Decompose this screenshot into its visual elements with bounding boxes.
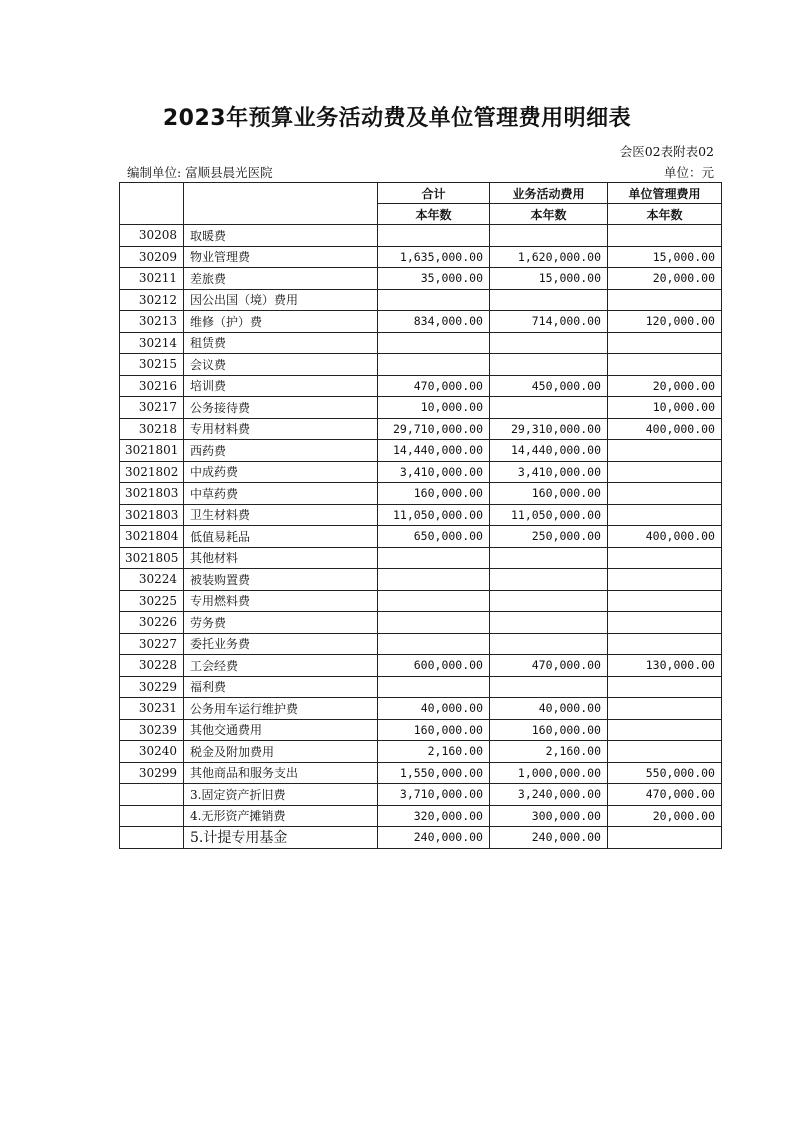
item-name-cell: 福利费 — [184, 676, 378, 698]
table-row — [120, 698, 722, 720]
business-expense-cell: 1,000,000.00 — [490, 762, 608, 784]
admin-expense-cell — [608, 547, 722, 569]
table-row — [120, 418, 722, 440]
admin-expense-cell — [608, 569, 722, 591]
item-name-cell: 物业管理费 — [184, 246, 378, 268]
business-expense-cell: 3,240,000.00 — [490, 784, 608, 806]
account-code-cell: 30224 — [120, 569, 184, 591]
table-row — [120, 547, 722, 569]
table-row — [120, 805, 722, 827]
account-code-cell: 30209 — [120, 246, 184, 268]
total-amount-cell: 1,550,000.00 — [378, 762, 490, 784]
item-name-cell: 5.计提专用基金 — [184, 827, 378, 849]
total-amount-cell: 240,000.00 — [378, 827, 490, 849]
table-row — [120, 440, 722, 462]
table-row — [120, 461, 722, 483]
item-name-cell: 差旅费 — [184, 268, 378, 290]
total-amount-cell: 160,000.00 — [378, 719, 490, 741]
business-expense-cell — [490, 547, 608, 569]
business-expense-cell — [490, 225, 608, 247]
admin-expense-cell — [608, 440, 722, 462]
total-amount-cell: 3,410,000.00 — [378, 461, 490, 483]
organization-label: 编制单位: 富顺县晨光医院 — [127, 165, 273, 180]
business-expense-cell: 3,410,000.00 — [490, 461, 608, 483]
total-amount-cell — [378, 289, 490, 311]
item-name-cell: 专用材料费 — [184, 418, 378, 440]
total-amount-cell: 320,000.00 — [378, 805, 490, 827]
table-row — [120, 225, 722, 247]
total-amount-cell: 14,440,000.00 — [378, 440, 490, 462]
item-name-cell: 卫生材料费 — [184, 504, 378, 526]
total-amount-cell: 834,000.00 — [378, 311, 490, 333]
admin-expense-cell: 400,000.00 — [608, 526, 722, 548]
total-amount-cell: 10,000.00 — [378, 397, 490, 419]
table-row — [120, 741, 722, 763]
admin-expense-cell: 20,000.00 — [608, 375, 722, 397]
header-business-expense: 业务活动费用 — [490, 183, 608, 204]
header-admin-expense: 单位管理费用 — [608, 183, 722, 204]
business-expense-cell — [490, 569, 608, 591]
business-expense-cell: 450,000.00 — [490, 375, 608, 397]
table-row — [120, 311, 722, 333]
admin-expense-cell — [608, 354, 722, 376]
item-name-cell: 维修（护）费 — [184, 311, 378, 333]
business-expense-cell: 714,000.00 — [490, 311, 608, 333]
total-amount-cell: 1,635,000.00 — [378, 246, 490, 268]
page-title: 2023年预算业务活动费及单位管理费用明细表 — [162, 106, 632, 131]
business-expense-cell: 11,050,000.00 — [490, 504, 608, 526]
table-row — [120, 612, 722, 634]
business-expense-cell: 1,620,000.00 — [490, 246, 608, 268]
account-code-cell — [120, 805, 184, 827]
account-code-cell: 30211 — [120, 268, 184, 290]
table-row — [120, 762, 722, 784]
admin-expense-cell — [608, 827, 722, 849]
table-row — [120, 332, 722, 354]
total-amount-cell: 40,000.00 — [378, 698, 490, 720]
admin-expense-cell — [608, 676, 722, 698]
item-name-cell: 公务用车运行维护费 — [184, 698, 378, 720]
table-row — [120, 397, 722, 419]
item-name-cell: 培训费 — [184, 375, 378, 397]
total-amount-cell — [378, 569, 490, 591]
account-code-cell: 30299 — [120, 762, 184, 784]
unit-label: 单位：元 — [663, 165, 714, 180]
table-row — [120, 784, 722, 806]
total-amount-cell: 11,050,000.00 — [378, 504, 490, 526]
account-code-cell: 30216 — [120, 375, 184, 397]
item-name-cell: 中成药费 — [184, 461, 378, 483]
total-amount-cell — [378, 225, 490, 247]
business-expense-cell — [490, 633, 608, 655]
admin-expense-cell — [608, 633, 722, 655]
business-expense-cell — [490, 332, 608, 354]
account-code-cell — [120, 827, 184, 849]
item-name-cell: 中草药费 — [184, 483, 378, 505]
business-expense-cell: 14,440,000.00 — [490, 440, 608, 462]
table-row — [120, 354, 722, 376]
total-amount-cell: 650,000.00 — [378, 526, 490, 548]
account-code-cell: 30225 — [120, 590, 184, 612]
account-code-cell: 30214 — [120, 332, 184, 354]
item-name-cell: 被装购置费 — [184, 569, 378, 591]
total-amount-cell: 35,000.00 — [378, 268, 490, 290]
account-code-cell: 30213 — [120, 311, 184, 333]
item-name-cell: 西药费 — [184, 440, 378, 462]
account-code-cell: 30231 — [120, 698, 184, 720]
item-name-cell: 取暖费 — [184, 225, 378, 247]
item-name-cell: 因公出国（境）费用 — [184, 289, 378, 311]
subheader-admin-current-year: 本年数 — [608, 204, 722, 225]
account-code-cell: 30240 — [120, 741, 184, 763]
account-code-cell: 30227 — [120, 633, 184, 655]
business-expense-cell: 15,000.00 — [490, 268, 608, 290]
business-expense-cell: 160,000.00 — [490, 483, 608, 505]
table-row — [120, 676, 722, 698]
business-expense-cell: 160,000.00 — [490, 719, 608, 741]
total-amount-cell — [378, 590, 490, 612]
account-code-cell: 30208 — [120, 225, 184, 247]
table-row — [120, 375, 722, 397]
account-code-cell: 3021801 — [120, 440, 184, 462]
business-expense-cell: 250,000.00 — [490, 526, 608, 548]
total-amount-cell — [378, 547, 490, 569]
admin-expense-cell: 470,000.00 — [608, 784, 722, 806]
account-code-cell: 30212 — [120, 289, 184, 311]
account-code-cell: 30228 — [120, 655, 184, 677]
business-expense-cell: 40,000.00 — [490, 698, 608, 720]
account-code-cell: 30217 — [120, 397, 184, 419]
business-expense-cell — [490, 612, 608, 634]
account-code-cell: 3021802 — [120, 461, 184, 483]
total-amount-cell: 160,000.00 — [378, 483, 490, 505]
table-row — [120, 633, 722, 655]
admin-expense-cell — [608, 289, 722, 311]
total-amount-cell: 600,000.00 — [378, 655, 490, 677]
admin-expense-cell: 20,000.00 — [608, 805, 722, 827]
total-amount-cell: 3,710,000.00 — [378, 784, 490, 806]
admin-expense-cell — [608, 698, 722, 720]
table-row — [120, 655, 722, 677]
item-name-cell: 税金及附加费用 — [184, 741, 378, 763]
table-row — [120, 483, 722, 505]
admin-expense-cell — [608, 225, 722, 247]
form-code: 会医02表附表02 — [619, 144, 714, 159]
admin-expense-cell: 15,000.00 — [608, 246, 722, 268]
admin-expense-cell — [608, 741, 722, 763]
total-amount-cell — [378, 612, 490, 634]
subheader-business-current-year: 本年数 — [490, 204, 608, 225]
table-row — [120, 569, 722, 591]
item-name-cell: 专用燃料费 — [184, 590, 378, 612]
item-name-cell: 劳务费 — [184, 612, 378, 634]
admin-expense-cell — [608, 504, 722, 526]
total-amount-cell: 2,160.00 — [378, 741, 490, 763]
item-name-cell: 委托业务费 — [184, 633, 378, 655]
admin-expense-cell: 10,000.00 — [608, 397, 722, 419]
item-name-cell: 其他材料 — [184, 547, 378, 569]
table-row — [120, 590, 722, 612]
admin-expense-cell: 400,000.00 — [608, 418, 722, 440]
admin-expense-cell — [608, 332, 722, 354]
item-name-cell: 其他商品和服务支出 — [184, 762, 378, 784]
total-amount-cell: 29,710,000.00 — [378, 418, 490, 440]
admin-expense-cell: 130,000.00 — [608, 655, 722, 677]
business-expense-cell — [490, 397, 608, 419]
business-expense-cell: 300,000.00 — [490, 805, 608, 827]
item-name-cell: 公务接待费 — [184, 397, 378, 419]
header-code-cell — [120, 183, 184, 225]
admin-expense-cell: 120,000.00 — [608, 311, 722, 333]
table-row — [120, 246, 722, 268]
item-name-cell: 低值易耗品 — [184, 526, 378, 548]
table-row — [120, 268, 722, 290]
business-expense-cell — [490, 354, 608, 376]
header-name-cell — [184, 183, 378, 225]
account-code-cell — [120, 784, 184, 806]
item-name-cell: 3.固定资产折旧费 — [184, 784, 378, 806]
total-amount-cell — [378, 332, 490, 354]
business-expense-cell — [490, 676, 608, 698]
account-code-cell: 30218 — [120, 418, 184, 440]
account-code-cell: 30215 — [120, 354, 184, 376]
table-row — [120, 526, 722, 548]
item-name-cell: 工会经费 — [184, 655, 378, 677]
admin-expense-cell: 550,000.00 — [608, 762, 722, 784]
account-code-cell: 3021805 — [120, 547, 184, 569]
item-name-cell: 4.无形资产摊销费 — [184, 805, 378, 827]
admin-expense-cell — [608, 461, 722, 483]
item-name-cell: 租赁费 — [184, 332, 378, 354]
subheader-total-current-year: 本年数 — [378, 204, 490, 225]
total-amount-cell: 470,000.00 — [378, 375, 490, 397]
table-row — [120, 719, 722, 741]
total-amount-cell — [378, 633, 490, 655]
account-code-cell: 3021803 — [120, 504, 184, 526]
business-expense-cell — [490, 289, 608, 311]
expense-detail-table — [119, 182, 722, 849]
business-expense-cell: 29,310,000.00 — [490, 418, 608, 440]
item-name-cell: 会议费 — [184, 354, 378, 376]
account-code-cell: 30239 — [120, 719, 184, 741]
admin-expense-cell — [608, 719, 722, 741]
business-expense-cell: 240,000.00 — [490, 827, 608, 849]
business-expense-cell: 2,160.00 — [490, 741, 608, 763]
admin-expense-cell — [608, 590, 722, 612]
admin-expense-cell — [608, 483, 722, 505]
table-row — [120, 504, 722, 526]
account-code-cell: 30229 — [120, 676, 184, 698]
account-code-cell: 3021804 — [120, 526, 184, 548]
admin-expense-cell: 20,000.00 — [608, 268, 722, 290]
account-code-cell: 30226 — [120, 612, 184, 634]
header-total: 合计 — [378, 183, 490, 204]
table-row — [120, 827, 722, 849]
header-row-1 — [120, 183, 722, 204]
total-amount-cell — [378, 354, 490, 376]
account-code-cell: 3021803 — [120, 483, 184, 505]
total-amount-cell — [378, 676, 490, 698]
business-expense-cell — [490, 590, 608, 612]
admin-expense-cell — [608, 612, 722, 634]
item-name-cell: 其他交通费用 — [184, 719, 378, 741]
table-row — [120, 289, 722, 311]
business-expense-cell: 470,000.00 — [490, 655, 608, 677]
